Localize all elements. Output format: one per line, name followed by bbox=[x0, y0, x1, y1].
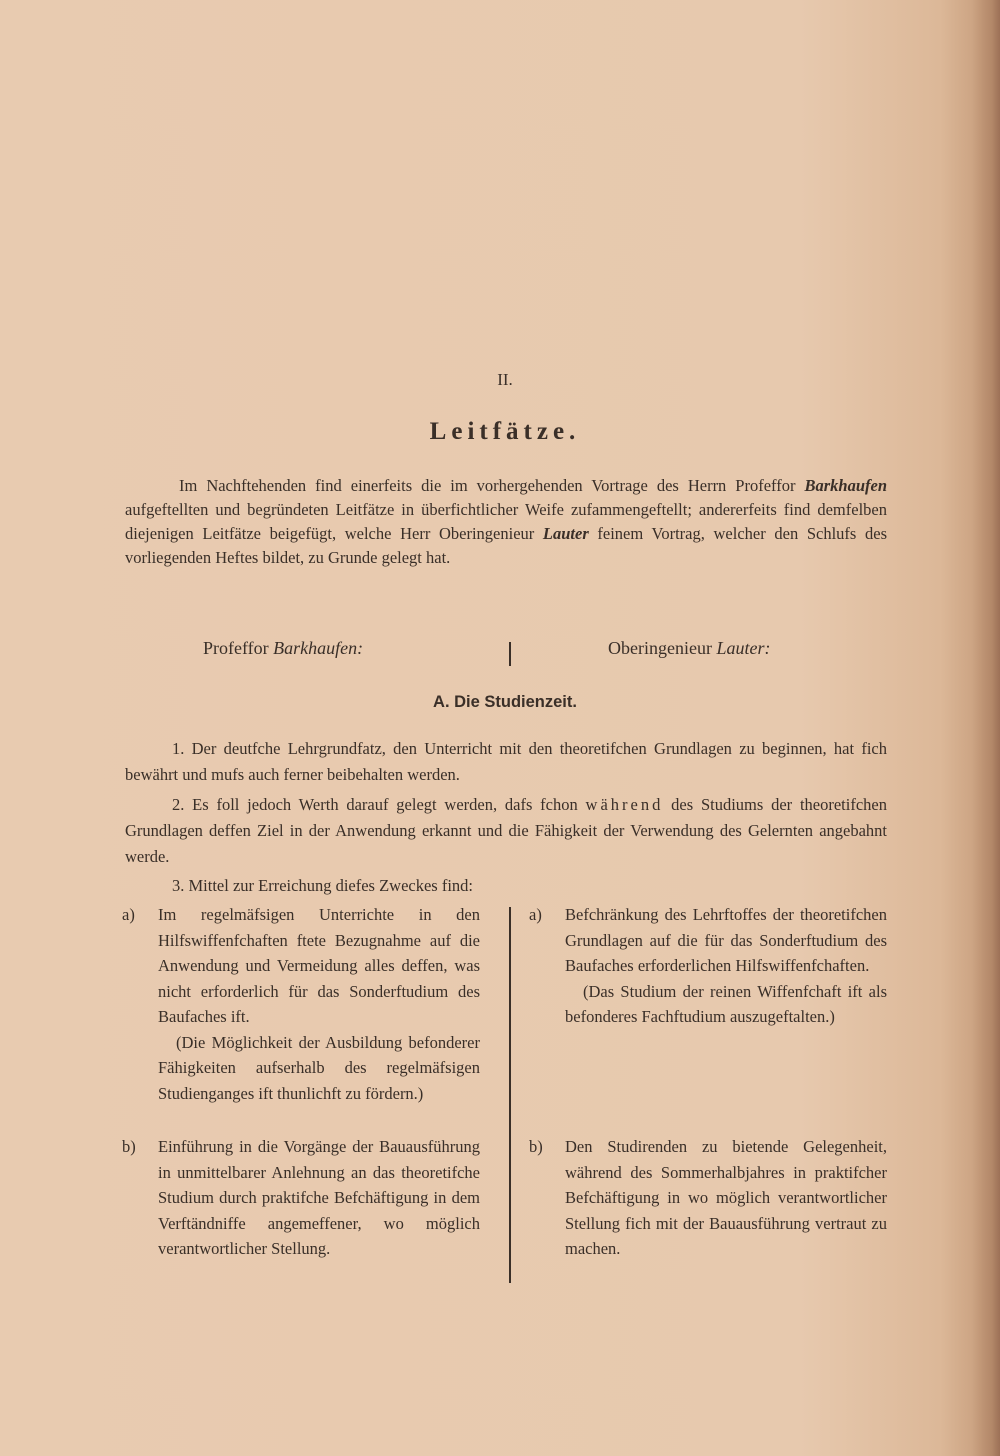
left-entry-b-text: Einführung in die Vorgänge der Bauausführung in unmittelbarer Anlehnung an das theoretifche Studium durch praktifche Befchäftigung in dem Verftändniffe angemeffener, wo möglich verantwortlicher Stellung. bbox=[158, 1137, 480, 1258]
right-entry-a-label: a) bbox=[529, 905, 542, 924]
item-3 bbox=[125, 873, 887, 899]
right-entry-a bbox=[529, 902, 887, 1030]
item-2-text-1: 2. Es foll jedoch Werth darauf gelegt werden, dafs fchon bbox=[172, 795, 586, 814]
intro-text-1: Im Nachftehenden find einerfeits die im vorhergehenden Vortrage des Herrn Profeffor bbox=[179, 476, 805, 495]
right-entry-b-label: b) bbox=[529, 1137, 543, 1156]
left-entry-a-note: (Die Möglichkeit der Ausbildung befonderer Fähigkeiten aufserhalb des regelmäfsigen Studienganges ift thunlichft zu fördern.) bbox=[158, 1032, 480, 1103]
intro-text-3: feinem Vortrag, welcher den Schlufs des vorliegenden Heftes bildet, zu Grunde gelegt hat. bbox=[125, 524, 887, 567]
left-entry-a-label: a) bbox=[122, 905, 135, 924]
column-header-left bbox=[203, 638, 363, 659]
page-edge-shadow bbox=[972, 0, 1000, 1456]
left-entry-b-label: b) bbox=[122, 1137, 136, 1156]
section-title: A. Die Studienzeit. bbox=[433, 693, 577, 711]
column-header-left-prefix: Profeffor bbox=[203, 638, 274, 658]
right-entry-b-text: Den Studirenden zu bietende Gelegenheit, während des Sommerhalbjahres in praktifcher Befchäftigung in wo möglich verantwortlicher Stellung fich mit der Bauausführung vertraut zu machen. bbox=[565, 1137, 887, 1258]
column-divider-top bbox=[509, 642, 511, 666]
item-2-text-2: des Studiums der theoretifchen Grundlagen deffen Ziel in der Anwendung erkannt und die Fähigkeit der Verwendung des Gelernten angebahnt werde. bbox=[125, 795, 887, 866]
intro-paragraph bbox=[125, 474, 887, 570]
right-entry-a-note: (Das Studium der reinen Wiffenfchaft ift als befonderes Fachftudium auszugeftalten.) bbox=[565, 981, 887, 1026]
item-2 bbox=[125, 792, 887, 870]
intro-name-1: Barkhaufen bbox=[804, 476, 887, 495]
right-entry-b bbox=[529, 1134, 887, 1262]
item-1 bbox=[125, 736, 887, 788]
column-header-left-name: Barkhaufen: bbox=[273, 638, 364, 658]
left-entry-a-text: Im regelmäfsigen Unterrichte in den Hilfswiffenfchaften ftete Bezugnahme auf die Anwendung und Vermeidung alles deffen, was nicht erforderlich für das Sonderftudium des Baufaches ift. bbox=[158, 905, 480, 1026]
left-entry-b bbox=[122, 1134, 480, 1262]
item-3-text: 3. Mittel zur Erreichung diefes Zweckes find: bbox=[172, 876, 474, 895]
part-number: II. bbox=[497, 370, 513, 389]
column-divider bbox=[509, 907, 511, 1283]
item-1-text: 1. Der deutfche Lehrgrundfatz, den Unterricht mit den theoretifchen Grundlagen zu beginnen, hat fich bewährt und mufs auch ferner beibehalten werden. bbox=[125, 739, 887, 784]
left-entry-a bbox=[122, 902, 480, 1106]
item-2-emphasis: während bbox=[585, 795, 664, 814]
right-entry-a-text: Befchränkung des Lehrftoffes der theoretifchen Grundlagen auf die für das Sonderftudium des Baufaches erforderlichen Hilfswiffenfchaften. bbox=[565, 905, 887, 975]
intro-name-2: Lauter bbox=[542, 524, 589, 543]
column-header-right bbox=[608, 638, 770, 659]
intro-text-2: aufgeftellten und begründeten Leitfätze in überfichtlicher Weife zufammengeftellt; andererfeits find demfelben diejenigen Leitfätze beigefügt, welche Herr Oberingenieur bbox=[125, 500, 887, 543]
column-header-right-name: Lauter: bbox=[716, 638, 771, 658]
page-heading: Leitfätze. bbox=[429, 418, 581, 445]
column-header-right-prefix: Oberingenieur bbox=[608, 638, 717, 658]
